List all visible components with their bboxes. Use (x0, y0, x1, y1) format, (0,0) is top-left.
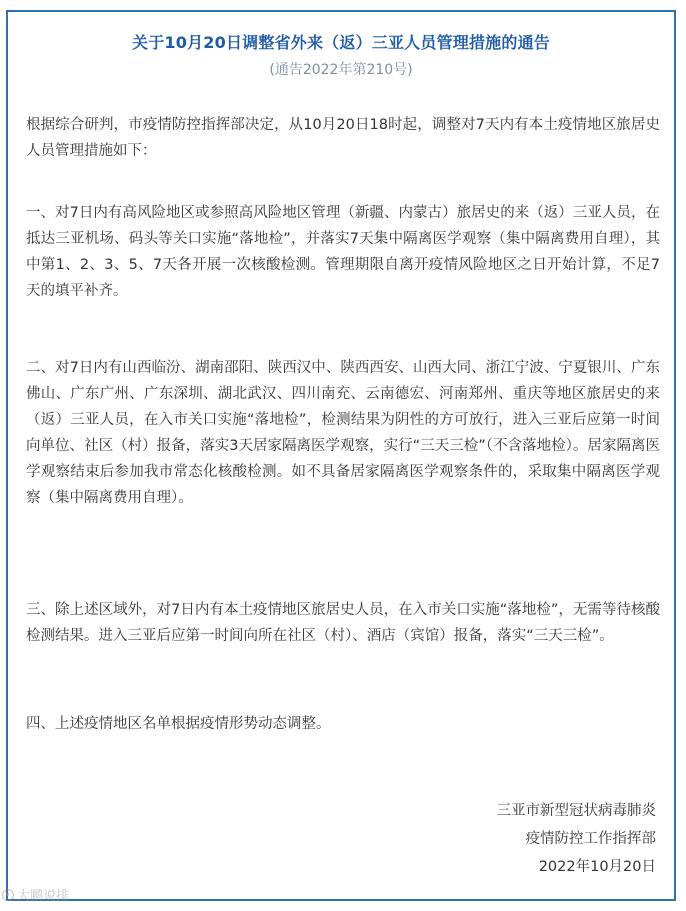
section-four-paragraph: 四、上述疫情地区名单根据疫情形势动态调整。 (26, 716, 331, 732)
weibo-icon (2, 889, 14, 901)
notice-frame (6, 10, 676, 901)
watermark (2, 885, 69, 904)
notice-title: 关于10月20日调整省外来（返）三亚人员管理措施的通告 (132, 33, 550, 52)
intro-paragraph: 根据综合研判，市疫情防控指挥部决定，从10月20日18时起，调整对7天内有本土疫情地区旅居史人员管理措施如下： (26, 117, 660, 159)
signature-date: 2022年10月20日 (538, 859, 656, 875)
section-three-paragraph: 三、除上述区域外，对7日内有本土疫情地区旅居史人员，在入市关口实施“落地检”，无需等待核酸检测结果。进入三亚后应第一时间向所在社区（村）、酒店（宾馆）报备，落实“三天三检”。 (26, 602, 660, 644)
signature-org-line1: 三亚市新型冠状病毒肺炎 (496, 803, 656, 819)
section-one-paragraph: 一、对7日内有高风险地区或参照高风险地区管理（新疆、内蒙古）旅居史的来（返）三亚人员，在抵达三亚机场、码头等关口实施“落地检”，并落实7天集中隔离医学观察（集中隔离费用自理），其中第1、2、3、5、7天各开展一次核酸检测。管理期限自离开疫情风险地区之日开始计算，不足7天的填平补齐。 (26, 205, 660, 299)
notice-number: (通告2022年第210号) (269, 62, 413, 78)
section-two-paragraph: 二、对7日内有山西临汾、湖南邵阳、陕西汉中、陕西西安、山西大同、浙江宁波、宁夏银川、广东佛山、广东广州、广东深圳、湖北武汉、四川南充、云南德宏、河南郑州、重庆等地区旅居史的来（返）三亚人员，在入市关口实施“落地检”，检测结果为阴性的方可放行，进入三亚后应第一时间向单位、社区（村）报备，落实3天居家隔离医学观察，实行“三天三检”（不含落地检）。居家隔离医学观察结束后参加我市常态化核酸检测。如不具备居家隔离医学观察条件的，采取集中隔离医学观察（集中隔离费用自理）。 (26, 360, 660, 506)
signature-org-line2: 疫情防控工作指挥部 (525, 831, 656, 847)
signature-block (497, 797, 657, 881)
watermark-text: 大鹏说排 (17, 889, 70, 904)
